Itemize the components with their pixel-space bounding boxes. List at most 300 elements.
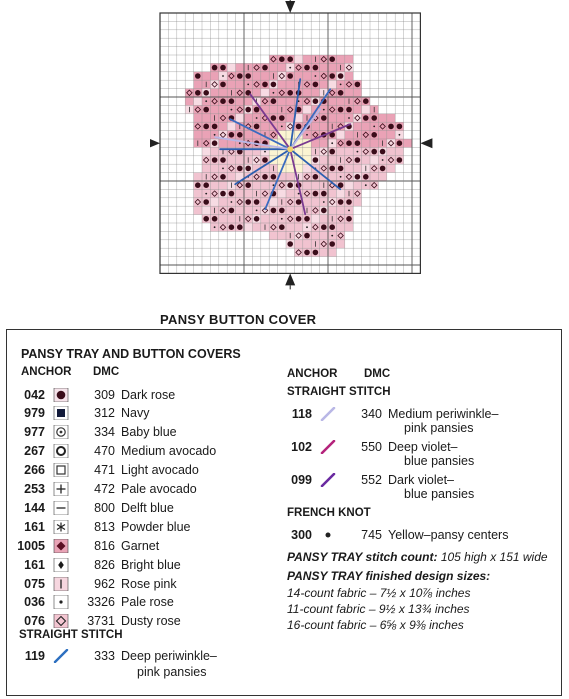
chart-cell	[353, 164, 361, 172]
dark-rose-stitch	[363, 115, 369, 121]
pale-rose-stitch	[382, 159, 384, 161]
dark-rose-stitch	[195, 182, 201, 188]
dark-rose-stitch	[203, 182, 209, 188]
dark-rose-stitch	[287, 56, 293, 62]
chart-cell	[345, 72, 353, 80]
pale-rose-stitch	[340, 176, 342, 178]
chart-cell	[370, 139, 378, 147]
chart-cell	[244, 189, 252, 197]
stitch-count-value: 105 high x 151 wide	[440, 550, 548, 564]
key-row	[7, 612, 181, 631]
dmc-number: 800	[94, 500, 115, 515]
chart-cell	[353, 122, 361, 130]
chart-cell	[328, 189, 336, 197]
pale-rose-stitch	[340, 84, 342, 86]
chart-cell	[362, 105, 370, 113]
chart-cell	[202, 72, 210, 80]
dark-rose-stitch	[287, 90, 293, 96]
key-row	[7, 555, 181, 574]
dark-rose-stitch	[245, 107, 251, 113]
chart-cell	[303, 55, 311, 63]
straight-stitch-icon	[53, 649, 69, 663]
chart-cell	[320, 122, 328, 130]
chart-cell	[210, 181, 218, 189]
chart-cell	[286, 173, 294, 181]
color-name: Medium periwinkle–	[388, 406, 499, 421]
color-name-cont: blue pansies	[404, 454, 475, 468]
dmc-number: 333	[94, 648, 115, 663]
chart-cell	[345, 131, 353, 139]
dark-rose-stitch	[313, 157, 319, 163]
chart-cell	[320, 80, 328, 88]
anchor-number: 161	[24, 519, 45, 534]
dmc-number: 471	[94, 463, 115, 478]
chart-cell	[219, 105, 227, 113]
chart-cell	[219, 122, 227, 130]
chart-cell	[378, 131, 386, 139]
chart-cell	[269, 215, 277, 223]
anchor-number: 099	[291, 472, 312, 487]
chart-cell	[219, 181, 227, 189]
pale-rose-stitch	[247, 84, 249, 86]
small-diamond-icon	[53, 558, 69, 572]
chart-cell	[202, 147, 210, 155]
dark-rose-stitch	[397, 124, 403, 130]
pale-rose-stitch	[205, 100, 207, 102]
dark-rose-stitch	[355, 157, 361, 163]
chart-cell	[345, 55, 353, 63]
dmc-number: 312	[94, 406, 115, 421]
chart-cell	[328, 63, 336, 71]
chart-cell	[311, 89, 319, 97]
dark-rose-stitch	[329, 241, 335, 247]
dark-rose-stitch	[195, 90, 201, 96]
chart-cell	[387, 114, 395, 122]
chart-cell	[278, 189, 286, 197]
dark-rose-stitch	[329, 166, 335, 172]
chart-cell	[286, 80, 294, 88]
dark-rose-stitch	[212, 157, 218, 163]
hollow-square-icon	[53, 463, 69, 477]
chart-cell	[194, 97, 202, 105]
dark-rose-stitch	[220, 191, 226, 197]
straight-stitch-icon	[320, 473, 336, 487]
dmc-number: 962	[94, 576, 115, 591]
chart-cell	[227, 122, 235, 130]
pale-rose-stitch	[214, 226, 216, 228]
color-name: Powder blue	[121, 519, 191, 534]
dark-rose-stitch	[203, 124, 209, 130]
chart-cell	[286, 114, 294, 122]
dark-rose-stitch	[220, 82, 226, 88]
chart-cell	[202, 114, 210, 122]
dark-rose-stitch	[245, 166, 251, 172]
chart-cell	[236, 114, 244, 122]
chart-cell	[278, 97, 286, 105]
asterisk-icon	[53, 520, 69, 534]
pale-rose-stitch	[222, 168, 224, 170]
dark-rose-stitch	[245, 199, 251, 205]
color-name-cont: pink pansies	[137, 665, 207, 679]
chart-cell	[387, 131, 395, 139]
stitch-count-label: PANSY TRAY stitch count:	[287, 550, 438, 564]
chart-cell	[311, 215, 319, 223]
chart-cell	[294, 72, 302, 80]
chart-cell	[244, 97, 252, 105]
chart-cell	[345, 147, 353, 155]
dark-rose-stitch	[329, 149, 335, 155]
dark-rose-stitch	[237, 73, 243, 79]
dmc-number: 745	[361, 527, 382, 542]
chart-cell	[194, 173, 202, 181]
chart-cell	[219, 215, 227, 223]
chart-cell	[227, 215, 235, 223]
chart-cell	[278, 231, 286, 239]
chart-cell	[362, 139, 370, 147]
pale-rose-stitch	[281, 218, 283, 220]
chart-cell	[336, 206, 344, 214]
chart-cell	[236, 80, 244, 88]
filled-square-icon	[53, 406, 69, 420]
dark-rose-stitch	[321, 115, 327, 121]
chart-cell	[286, 223, 294, 231]
key-title: PANSY TRAY AND BUTTON COVERS	[21, 347, 241, 361]
chart-cell	[303, 89, 311, 97]
anchor-header: ANCHOR	[21, 366, 72, 378]
size-14: 14-count fabric – 7½ x 10⅞ inches	[287, 586, 471, 600]
dark-rose-stitch	[371, 115, 377, 121]
dark-rose-stitch	[271, 82, 277, 88]
dark-rose-stitch	[237, 132, 243, 138]
chart-cell	[336, 131, 344, 139]
dmc-number: 470	[94, 444, 115, 459]
color-name: Pale avocado	[121, 482, 197, 496]
anchor-number: 253	[24, 482, 45, 496]
dark-rose-stitch	[245, 73, 251, 79]
chart-cell	[345, 89, 353, 97]
dark-rose-stitch	[287, 182, 293, 188]
chart-cell	[269, 105, 277, 113]
dark-rose-stitch	[229, 208, 235, 214]
dark-rose-stitch	[203, 107, 209, 113]
plus-icon	[53, 482, 69, 496]
chart-cell	[194, 189, 202, 197]
chart-cell	[320, 139, 328, 147]
pale-rose-stitch	[365, 184, 367, 186]
pale-rose-stitch	[298, 193, 300, 195]
key-row	[7, 461, 199, 480]
chart-cell	[244, 131, 252, 139]
chart-cell	[353, 181, 361, 189]
dark-rose-stitch	[346, 216, 352, 222]
chart-cell	[210, 89, 218, 97]
chart-cell	[336, 189, 344, 197]
dark-rose-stitch	[355, 82, 361, 88]
dark-rose-stitch	[262, 82, 268, 88]
pale-rose-stitch	[256, 117, 258, 119]
stitch-count	[287, 550, 548, 564]
chart-cell	[362, 156, 370, 164]
chart-cell	[353, 89, 361, 97]
chart-cell	[303, 147, 311, 155]
pale-rose-stitch	[306, 134, 308, 136]
chart-cell	[303, 72, 311, 80]
pale-rose-stitch	[323, 109, 325, 111]
dark-rose-stitch	[203, 199, 209, 205]
dark-rose-stitch	[304, 233, 310, 239]
anchor-number: 102	[291, 439, 312, 454]
chart-cell	[261, 89, 269, 97]
dark-rose-stitch	[355, 140, 361, 146]
dmc-number: 334	[94, 425, 115, 440]
anchor-number: 266	[24, 463, 45, 478]
anchor-number: 075	[24, 576, 45, 591]
chart-cell	[294, 240, 302, 248]
dark-rose-stitch	[313, 250, 319, 256]
color-name: Garnet	[121, 538, 160, 553]
dark-rose-stitch	[262, 174, 268, 180]
pale-rose-stitch	[256, 210, 258, 212]
chart-cell	[210, 147, 218, 155]
dark-rose-stitch	[271, 98, 277, 104]
chart-cell	[261, 72, 269, 80]
chart-cell	[194, 114, 202, 122]
dmc-number: 3326	[87, 595, 115, 610]
chart-cell	[244, 223, 252, 231]
chart-cell	[311, 231, 319, 239]
key-row	[7, 536, 159, 555]
anchor-number: 036	[24, 595, 45, 610]
dark-rose-stitch	[321, 191, 327, 197]
diamond-in-square-icon	[53, 614, 69, 628]
ring-icon	[53, 444, 69, 458]
chart-cell	[345, 164, 353, 172]
chart-cell	[261, 122, 269, 130]
dark-rose-stitch	[296, 216, 302, 222]
chart-cell	[227, 63, 235, 71]
dark-rose-stitch	[262, 65, 268, 71]
dark-rose-stitch	[220, 174, 226, 180]
chart-cell	[370, 173, 378, 181]
anchor-number: 118	[291, 406, 312, 421]
anchor-number: 076	[24, 614, 45, 629]
chart-cell	[227, 173, 235, 181]
center-arrow-bottom-icon	[285, 273, 295, 285]
chart-cell	[278, 80, 286, 88]
chart-cell	[294, 223, 302, 231]
dark-rose-stitch	[371, 132, 377, 138]
chart-title: PANSY BUTTON COVER	[160, 312, 317, 327]
pale-rose-stitch	[214, 134, 216, 136]
chart-cell	[236, 63, 244, 71]
dark-rose-stitch	[304, 65, 310, 71]
straight-stitch-icon	[320, 407, 336, 421]
chart-cell	[328, 248, 336, 256]
color-name: Rose pink	[121, 576, 177, 591]
dark-rose-stitch	[363, 174, 369, 180]
key-row	[7, 385, 175, 404]
chart-cell	[261, 215, 269, 223]
dmc-number: 340	[361, 406, 382, 421]
color-name: Bright blue	[121, 557, 181, 572]
anchor-number: 042	[24, 387, 45, 402]
vertical-bar-icon	[53, 577, 69, 591]
dark-rose-stitch	[338, 90, 344, 96]
chart-cell	[345, 181, 353, 189]
dmc-number: 550	[361, 439, 382, 454]
dark-rose-stitch	[321, 224, 327, 230]
chart-cell	[395, 147, 403, 155]
dark-rose-stitch	[313, 65, 319, 71]
dark-rose-stitch	[313, 98, 319, 104]
chart-cell	[219, 89, 227, 97]
anchor-number: 300	[291, 527, 312, 542]
chart-cell	[261, 181, 269, 189]
dotted-circle-icon	[53, 425, 69, 439]
straight-stitch-icon	[320, 440, 336, 454]
pale-rose-stitch	[331, 142, 333, 144]
dark-rose-stitch	[254, 199, 260, 205]
pale-rose-stitch	[205, 193, 207, 195]
dmc-number: 826	[94, 557, 115, 572]
left-straight-row	[7, 646, 217, 665]
color-name-cont: blue pansies	[404, 487, 475, 501]
chart-cell	[328, 206, 336, 214]
dark-rose-stitch	[313, 191, 319, 197]
pale-rose-stitch	[231, 109, 233, 111]
chart-cell	[311, 122, 319, 130]
chart-cell	[378, 114, 386, 122]
chart-cell	[269, 231, 277, 239]
color-name: Navy	[121, 406, 150, 421]
dark-rose-stitch	[245, 182, 251, 188]
chart-cell	[294, 55, 302, 63]
pale-rose-stitch	[373, 126, 375, 128]
dark-rose-stitch	[203, 216, 209, 222]
dmc-number: 552	[361, 472, 382, 487]
french-knot-label: FRENCH KNOT	[287, 507, 371, 519]
dark-rose-stitch	[338, 199, 344, 205]
chart-cell	[353, 198, 361, 206]
chart-cell	[252, 181, 260, 189]
dark-rose-stitch	[313, 174, 319, 180]
french-knot-row	[274, 525, 508, 544]
chart-cell	[387, 147, 395, 155]
chart-cell	[210, 164, 218, 172]
anchor-number: 119	[24, 648, 45, 663]
pale-rose-stitch	[399, 134, 401, 136]
anchor-number: 161	[24, 557, 45, 572]
dmc-number: 309	[94, 387, 115, 402]
dark-rose-stitch	[254, 124, 260, 130]
chart-cell	[252, 223, 260, 231]
chart-cell	[244, 114, 252, 122]
dark-rose-stitch	[321, 208, 327, 214]
pale-rose-stitch	[289, 67, 291, 69]
dark-rose-stitch	[355, 174, 361, 180]
chart-cell	[378, 173, 386, 181]
key-row	[7, 517, 191, 536]
center-arrow-left-icon	[150, 138, 160, 148]
chart-cell	[294, 206, 302, 214]
chart-cell	[236, 189, 244, 197]
pale-rose-stitch	[315, 75, 317, 77]
dark-rose-stitch	[271, 174, 277, 180]
chart-cell	[269, 198, 277, 206]
dark-rose-stitch	[237, 166, 243, 172]
filled-dot-icon	[53, 388, 69, 402]
color-name: Delft blue	[121, 500, 174, 515]
chart-cell	[328, 97, 336, 105]
chart-cell	[286, 189, 294, 197]
chart-cell	[311, 181, 319, 189]
dark-rose-stitch	[371, 149, 377, 155]
dark-rose-stitch	[346, 140, 352, 146]
dark-rose-stitch	[380, 166, 386, 172]
dark-rose-stitch	[397, 157, 403, 163]
chart-cell	[202, 206, 210, 214]
dark-rose-stitch	[229, 132, 235, 138]
chart-cell	[210, 105, 218, 113]
chart-cell	[303, 240, 311, 248]
chart-cell	[236, 97, 244, 105]
dark-rose-stitch	[329, 56, 335, 62]
chart-cell	[404, 139, 412, 147]
pale-rose-stitch	[331, 235, 333, 237]
dark-rose-stitch	[329, 224, 335, 230]
chart-cell	[202, 131, 210, 139]
chart-cell	[194, 80, 202, 88]
dark-rose-stitch	[229, 191, 235, 197]
dark-rose-stitch	[313, 82, 319, 88]
key-row	[7, 423, 177, 442]
dark-rose-stitch	[279, 208, 285, 214]
chart-cell	[278, 63, 286, 71]
right-anchor-header: ANCHOR	[287, 368, 338, 380]
anchor-number: 144	[24, 500, 45, 515]
dark-rose-stitch	[229, 98, 235, 104]
chart-cell	[236, 156, 244, 164]
dmc-number: 3731	[87, 614, 115, 629]
key-row	[7, 404, 149, 423]
chart-cell	[320, 215, 328, 223]
key-row	[7, 574, 177, 593]
dark-rose-stitch	[296, 199, 302, 205]
chart-cell	[236, 206, 244, 214]
dark-rose-stitch	[388, 124, 394, 130]
chart-cell	[320, 156, 328, 164]
french-knot-icon	[320, 528, 336, 542]
color-name: Dusty rose	[121, 614, 181, 629]
dmc-number: 472	[94, 482, 115, 496]
chart-cell	[227, 156, 235, 164]
chart-cell	[328, 114, 336, 122]
chart-cell	[345, 223, 353, 231]
dark-rose-stitch	[237, 224, 243, 230]
pale-rose-stitch	[348, 210, 350, 212]
dark-rose-stitch	[229, 224, 235, 230]
minus-icon	[53, 501, 69, 515]
key-row	[7, 593, 174, 612]
color-key	[6, 329, 562, 696]
color-name: Dark rose	[121, 387, 176, 402]
pale-rose-stitch	[348, 117, 350, 119]
dark-rose-stitch	[346, 199, 352, 205]
chart-cell	[219, 139, 227, 147]
center-arrow-right-icon	[420, 138, 432, 148]
chart-cell	[387, 164, 395, 172]
dark-rose-stitch	[346, 107, 352, 113]
